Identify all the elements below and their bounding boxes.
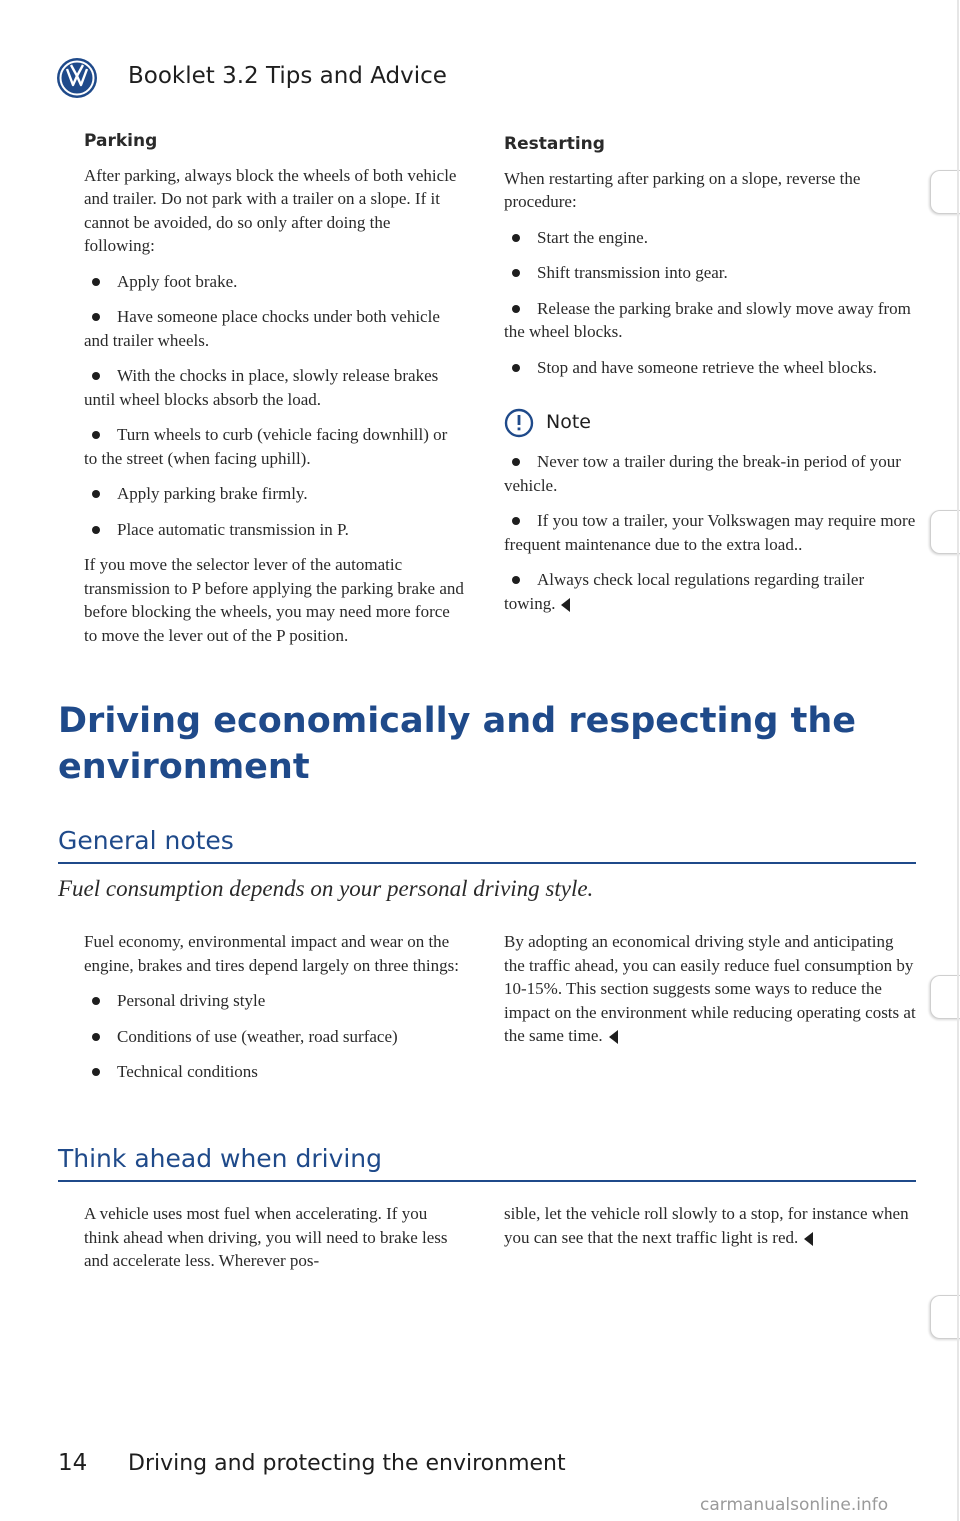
list-item: Release the parking brake and slowly move away from the wheel blocks. [504, 298, 911, 341]
parking-section [84, 130, 464, 659]
general-notes-heading: General notes [58, 826, 234, 855]
bullet-icon [512, 269, 520, 277]
page-tab [930, 510, 960, 554]
list-item: If you tow a trailer, your Volkswagen may require more frequent maintenance due to the extra load.. [504, 511, 916, 554]
page-edge [957, 0, 959, 1521]
list-item: Technical conditions [84, 1060, 466, 1084]
list-item: With the chocks in place, slowly release brakes until wheel blocks absorb the load. [84, 366, 439, 409]
bullet-icon [92, 431, 100, 439]
list-item: Turn wheels to curb (vehicle facing downhill) or to the street (when facing uphill). [84, 425, 448, 468]
bullet-icon [92, 997, 100, 1005]
list-item: Place automatic transmission in P. [84, 518, 464, 542]
bullet-icon [512, 364, 520, 372]
think-ahead-right [504, 1202, 916, 1261]
parking-heading: Parking [84, 131, 158, 151]
bullet-icon [92, 313, 100, 321]
general-notes-subtitle: Fuel consumption depends on your personal driving style. [58, 876, 594, 901]
vw-logo [56, 57, 98, 99]
bullet-icon [92, 278, 100, 286]
note-heading: Note [546, 411, 591, 434]
booklet-title: Booklet 3.2 Tips and Advice [128, 63, 447, 89]
section-divider [58, 1180, 916, 1182]
restarting-intro: When restarting after parking on a slope, reverse the procedure: [504, 168, 861, 211]
think-ahead-left-text: A vehicle uses most fuel when accelerating. If you think ahead when driving, you will need to brake less and accelerate less. Wherever pos- [84, 1204, 448, 1270]
parking-list [84, 270, 464, 542]
bullet-icon [512, 458, 520, 466]
bullet-icon [512, 576, 520, 584]
list-item: Always check local regulations regarding trailer towing. [504, 570, 865, 613]
watermark: carmanualsonline.info [700, 1495, 889, 1515]
list-item: Conditions of use (weather, road surface) [84, 1025, 466, 1049]
list-item: Stop and have someone retrieve the wheel blocks. [504, 356, 916, 380]
general-notes-intro: Fuel economy, environmental impact and wear on the engine, brakes and tires depend largely on three things: [84, 932, 459, 975]
restarting-section [504, 133, 916, 391]
think-ahead-heading: Think ahead when driving [58, 1144, 383, 1173]
section-end-icon [561, 598, 570, 612]
note-header [504, 408, 916, 438]
page-tab [930, 170, 960, 214]
main-title-line2: environment [58, 747, 310, 787]
page-tab [930, 1295, 960, 1339]
list-item: Apply foot brake. [84, 270, 464, 294]
general-notes-right [504, 930, 916, 1060]
section-divider [58, 862, 916, 864]
note-section [504, 408, 916, 627]
bullet-icon [92, 372, 100, 380]
main-title [58, 698, 918, 790]
bullet-icon [92, 1033, 100, 1041]
bullet-icon [92, 526, 100, 534]
bullet-icon [512, 234, 520, 242]
chapter-title: Driving and protecting the environment [128, 1451, 566, 1476]
parking-intro: After parking, always block the wheels of both vehicle and trailer. Do not park with a trailer on a slope. If it cannot be avoided, do so only after doing the following: [84, 165, 457, 255]
think-ahead-left [84, 1202, 466, 1285]
list-item: Have someone place chocks under both vehicle and trailer wheels. [84, 307, 440, 350]
list-item: Start the engine. [504, 226, 916, 250]
bullet-icon [92, 1068, 100, 1076]
general-notes-list [84, 989, 466, 1084]
list-item: Apply parking brake firmly. [84, 482, 464, 506]
info-icon [504, 408, 534, 438]
page-tab [930, 975, 960, 1019]
think-ahead-right-text: sible, let the vehicle roll slowly to a stop, for instance when you can see that the next traffic light is red. [504, 1204, 909, 1247]
restarting-list [504, 226, 916, 380]
list-item: Shift transmission into gear. [504, 261, 916, 285]
restarting-heading: Restarting [504, 134, 605, 154]
list-item: Personal driving style [84, 989, 466, 1013]
main-title-line1: Driving economically and respecting the [58, 701, 857, 741]
bullet-icon [512, 517, 520, 525]
section-end-icon [804, 1232, 813, 1246]
list-item: Never tow a trailer during the break-in period of your vehicle. [504, 452, 901, 495]
general-notes-right-text: By adopting an economical driving style and anticipating the traffic ahead, you can easily reduce fuel consumption by 10-15%. This section suggests some ways to reduce the impact on the environment while reducing operating costs at the same time. [504, 932, 916, 1045]
parking-closing: If you move the selector lever of the automatic transmission to P before applying the parking brake and before blocking the wheels, you may need more force to move the lever out of the P position. [84, 555, 464, 645]
section-end-icon [609, 1030, 618, 1044]
bullet-icon [92, 490, 100, 498]
note-list [504, 450, 916, 615]
page-number: 14 [58, 1450, 88, 1476]
general-notes-left [84, 930, 466, 1096]
bullet-icon [512, 305, 520, 313]
